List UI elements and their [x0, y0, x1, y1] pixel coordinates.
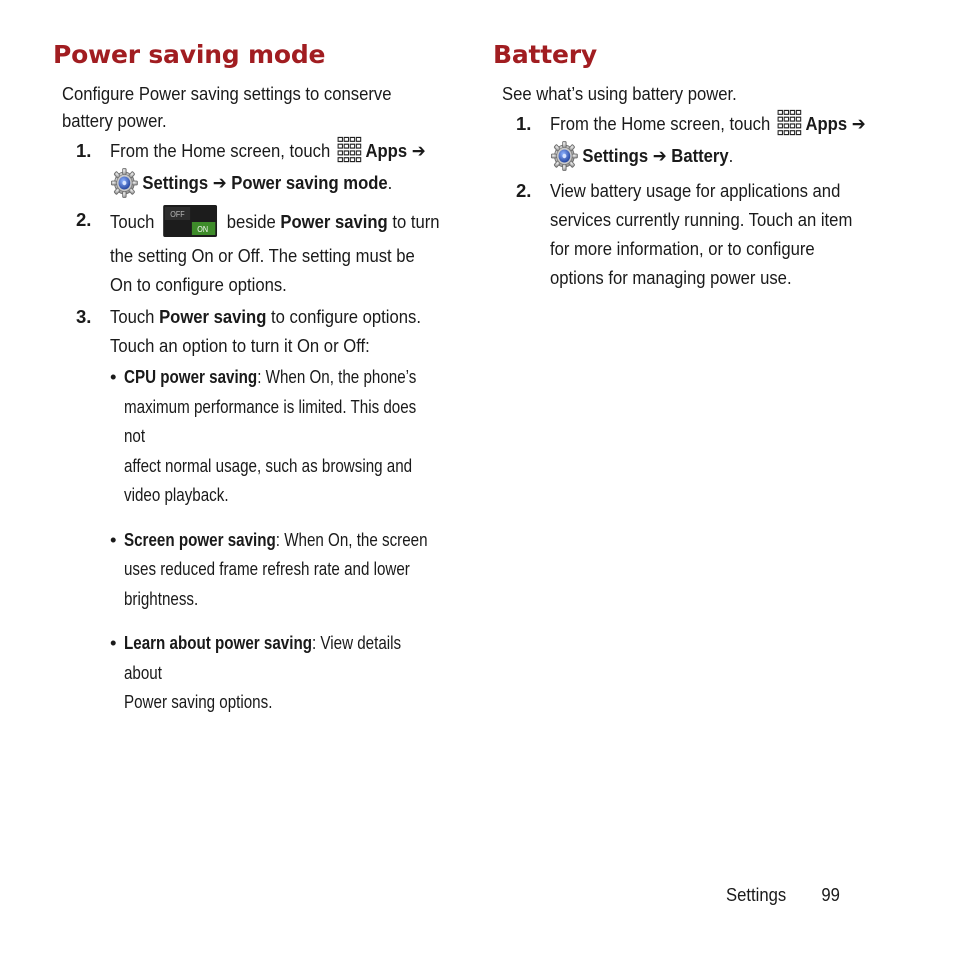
list-item: • CPU power saving: When On, the phone’s maximum performance is limited. This does not affect normal usage, such as browsing and video playback. [110, 362, 448, 510]
step-number: 1. [516, 113, 532, 134]
step-number: 2. [516, 180, 532, 202]
gear-icon [110, 167, 139, 199]
footer-section-name: Settings [726, 884, 787, 905]
step-number: 3. [76, 306, 92, 328]
apps-grid-icon [337, 136, 362, 164]
bullet-icon: • [110, 366, 117, 388]
section-title: Battery [493, 40, 598, 69]
gear-icon [550, 140, 579, 172]
page-footer [726, 884, 840, 906]
step-1: 1. From the Home screen, touch Apps ➔ Settings ➔ Battery. [550, 109, 888, 172]
step-number: 2. [76, 209, 92, 231]
arrow-icon: ➔ [411, 140, 426, 161]
list-item: • Screen power saving: When On, the screen uses reduced frame refresh rate and lower brightness. [110, 525, 448, 614]
arrow-icon: ➔ [652, 145, 667, 167]
toggle-off-label: OFF [169, 209, 185, 220]
step-2: 2. Touch OFF ON beside Power saving to turn the setting On or Off. The setting must be On to configure options. [110, 205, 448, 299]
step-number: 1. [76, 140, 92, 161]
section-title: Power saving mode [53, 40, 326, 69]
arrow-icon: ➔ [212, 172, 227, 194]
bullet-icon: • [110, 528, 117, 550]
step-1: 1. From the Home screen, touch Apps ➔ Settings ➔ Power saving mode. [110, 136, 448, 199]
intro-text: Configure Power saving settings to conserve battery power. [62, 83, 392, 131]
page-number: 99 [821, 884, 840, 905]
arrow-icon: ➔ [851, 113, 866, 134]
power-saving-section [53, 40, 448, 732]
bullet-icon: • [110, 632, 117, 654]
apps-grid-icon [777, 109, 802, 137]
toggle-on-label: ON [196, 224, 208, 235]
step-3: 3. Touch Power saving to configure options. Touch an option to turn it On or Off: [110, 302, 448, 360]
list-item: • Learn about power saving: View details about Power saving options. [110, 628, 448, 717]
intro-text: See what’s using battery power. [502, 83, 737, 104]
option-list [110, 362, 448, 717]
battery-section [493, 40, 888, 292]
step-2: 2. View battery usage for applications and services currently running. Touch an item for more information, or to configure options for managing power use. [550, 176, 888, 292]
toggle-switch-icon [163, 205, 217, 237]
